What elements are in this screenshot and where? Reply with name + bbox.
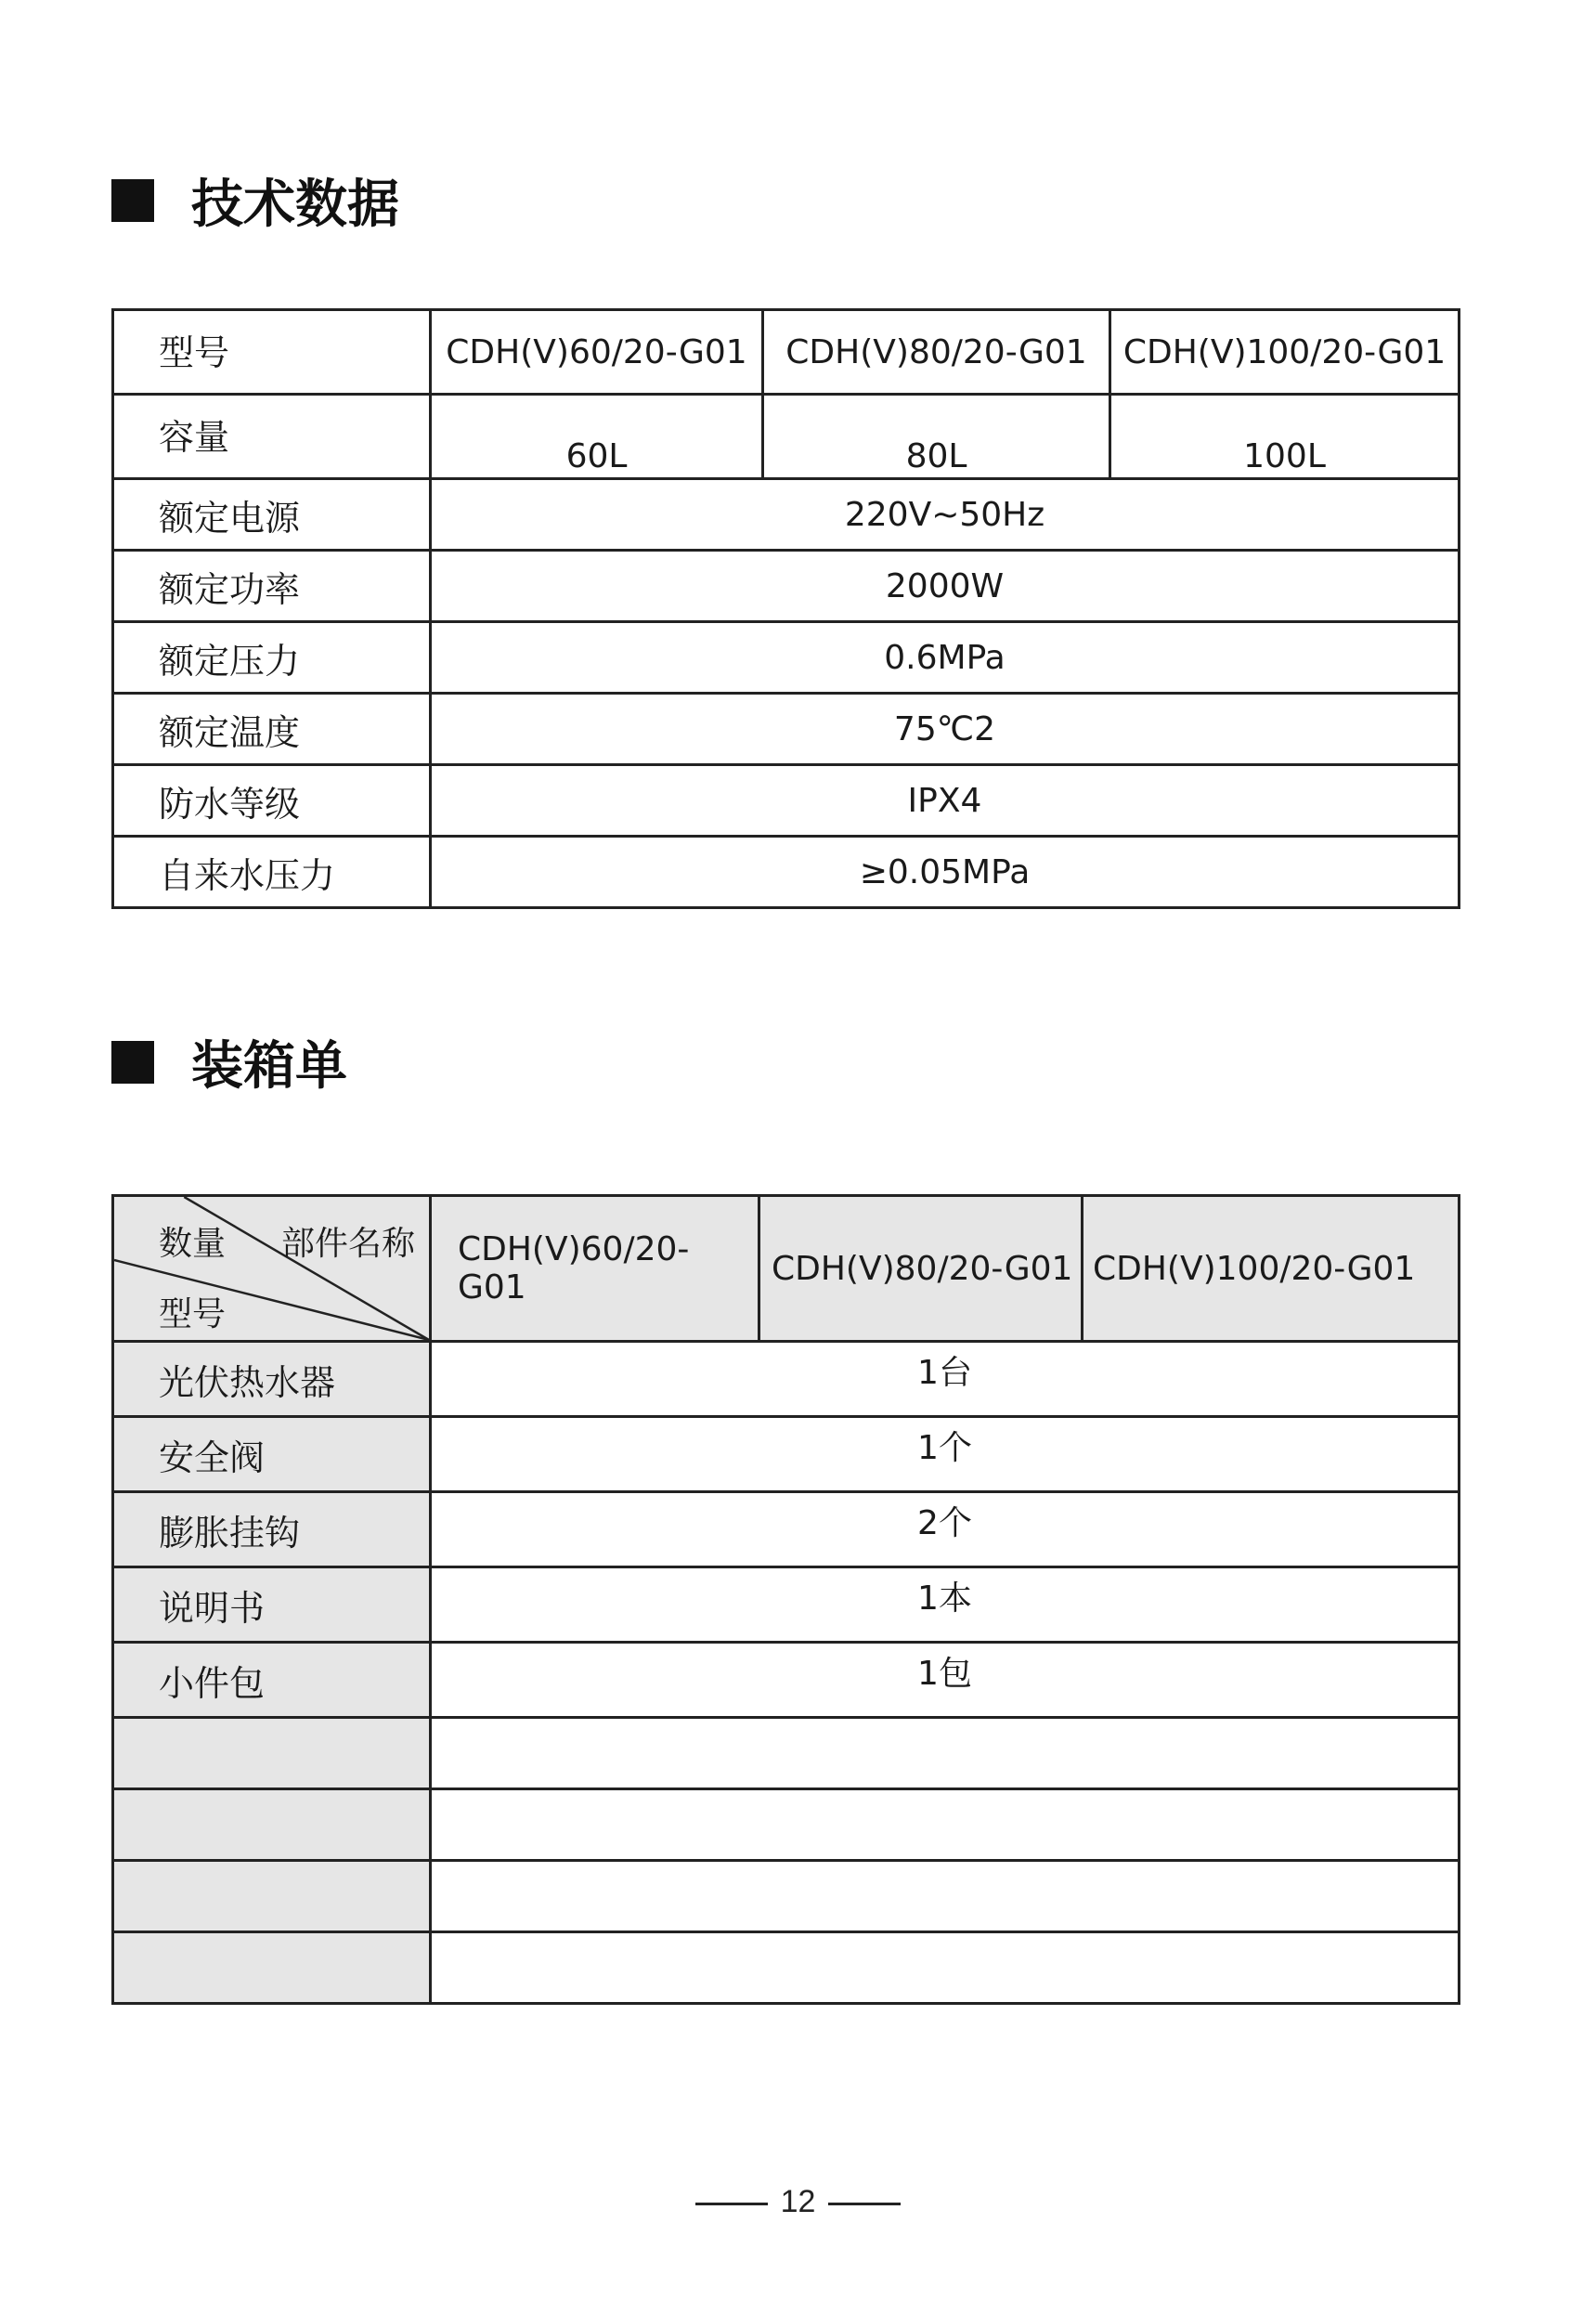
spec-row-label: 额定电源 — [113, 479, 431, 551]
spec-model-80: CDH(V)80/20-G01 — [763, 310, 1110, 395]
spec-row-value: 2000W — [431, 551, 1460, 622]
spec-row-label: 额定功率 — [113, 551, 431, 622]
packing-table — [111, 1194, 1460, 2005]
packing-item-label: 膨胀挂钩 — [113, 1492, 431, 1567]
packing-row-empty — [113, 1718, 1460, 1789]
spec-row — [113, 694, 1460, 765]
packing-item-quantity: 1本 — [431, 1567, 1460, 1643]
packing-row-empty — [113, 1789, 1460, 1861]
spec-row-capacity — [113, 395, 1460, 479]
spec-row — [113, 765, 1460, 837]
packing-row — [113, 1643, 1460, 1718]
spec-row-value: 220V~50Hz — [431, 479, 1460, 551]
spec-row-label: 防水等级 — [113, 765, 431, 837]
spec-row — [113, 479, 1460, 551]
packing-item-label: 安全阀 — [113, 1417, 431, 1492]
spec-row-label: 自来水压力 — [113, 837, 431, 908]
spec-table — [111, 308, 1460, 909]
spec-row-value: IPX4 — [431, 765, 1460, 837]
packing-model-60: CDH(V)60/20-G01 — [431, 1196, 759, 1342]
spec-row-model — [113, 310, 1460, 395]
packing-list-title: 装箱单 — [191, 1036, 347, 1097]
spec-row — [113, 622, 1460, 694]
spec-row-value: 0.6MPa — [431, 622, 1460, 694]
packing-item-label: 光伏热水器 — [113, 1342, 431, 1417]
spec-capacity-label: 容量 — [113, 395, 431, 479]
footer-rule-right — [828, 2203, 901, 2205]
empty-label-cell — [113, 1718, 431, 1789]
packing-item-label: 小件包 — [113, 1643, 431, 1718]
packing-item-quantity: 1包 — [431, 1643, 1460, 1718]
quantity-label: 数量 — [159, 1225, 227, 1263]
empty-value-cell — [431, 1932, 1460, 2004]
packing-model-100: CDH(V)100/20-G01 — [1083, 1196, 1460, 1342]
packing-row-empty — [113, 1861, 1460, 1932]
packing-item-quantity: 1台 — [431, 1342, 1460, 1417]
packing-item-label: 说明书 — [113, 1567, 431, 1643]
spec-model-label: 型号 — [113, 310, 431, 395]
spec-row-value: ≥0.05MPa — [431, 837, 1460, 908]
packing-item-quantity: 2个 — [431, 1492, 1460, 1567]
empty-label-cell — [113, 1861, 431, 1932]
packing-model-80: CDH(V)80/20-G01 — [759, 1196, 1083, 1342]
part-name-label: 部件名称 — [281, 1225, 416, 1263]
packing-row — [113, 1567, 1460, 1643]
packing-list-heading — [111, 1025, 347, 1099]
empty-value-cell — [431, 1861, 1460, 1932]
page-number: 12 — [780, 2184, 816, 2219]
spec-model-60: CDH(V)60/20-G01 — [431, 310, 763, 395]
packing-row-empty — [113, 1932, 1460, 2004]
packing-row — [113, 1492, 1460, 1567]
spec-capacity-60: 60L — [431, 395, 763, 479]
spec-capacity-100: 100L — [1110, 395, 1460, 479]
square-bullet-icon — [111, 1041, 154, 1084]
spec-row — [113, 837, 1460, 908]
empty-value-cell — [431, 1718, 1460, 1789]
packing-item-quantity: 1个 — [431, 1417, 1460, 1492]
model-label: 型号 — [159, 1295, 227, 1333]
spec-row-label: 额定压力 — [113, 622, 431, 694]
packing-row — [113, 1342, 1460, 1417]
packing-row — [113, 1417, 1460, 1492]
spec-capacity-80: 80L — [763, 395, 1110, 479]
footer-rule-left — [695, 2203, 768, 2205]
empty-value-cell — [431, 1789, 1460, 1861]
empty-label-cell — [113, 1789, 431, 1861]
spec-model-100: CDH(V)100/20-G01 — [1110, 310, 1460, 395]
tech-data-heading — [111, 163, 399, 238]
spec-row — [113, 551, 1460, 622]
spec-row-value: 75℃2 — [431, 694, 1460, 765]
spec-row-label: 额定温度 — [113, 694, 431, 765]
diagonal-header-cell — [113, 1196, 431, 1342]
page-footer — [0, 2184, 1596, 2220]
packing-header-row — [113, 1196, 1460, 1342]
square-bullet-icon — [111, 179, 154, 222]
tech-data-title: 技术数据 — [191, 175, 399, 235]
empty-label-cell — [113, 1932, 431, 2004]
